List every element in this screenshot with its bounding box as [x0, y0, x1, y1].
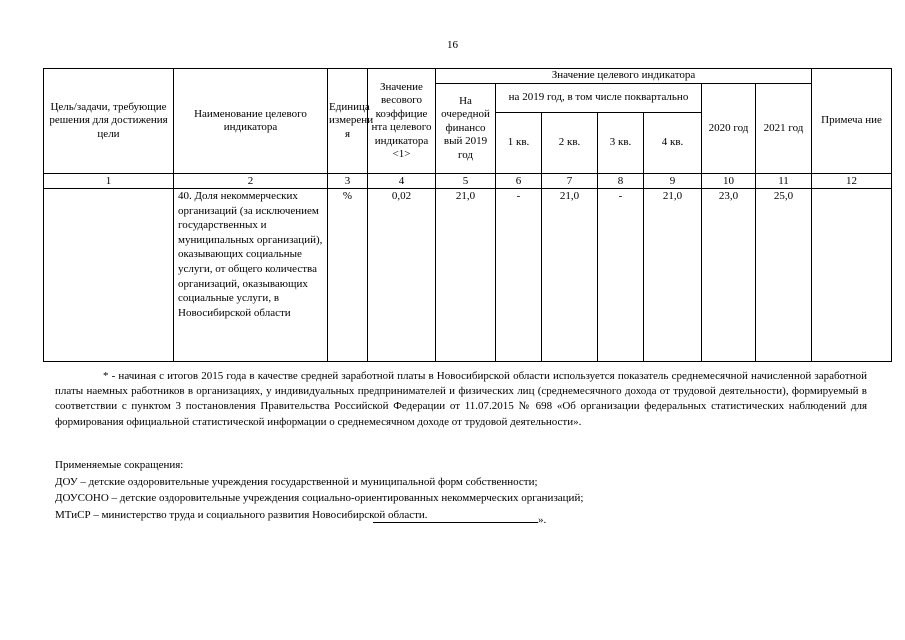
column-number: 5: [436, 174, 496, 189]
column-numbers-row: [44, 174, 892, 189]
column-number: 3: [328, 174, 368, 189]
cell-q2: 21,0: [542, 189, 598, 362]
column-number: 4: [368, 174, 436, 189]
cell-q1: -: [496, 189, 542, 362]
column-number: 12: [812, 174, 892, 189]
cell-unit: %: [328, 189, 368, 362]
abbreviations-title: Применяемые сокращения:: [55, 459, 184, 471]
header-q3: 3 кв.: [598, 113, 644, 174]
cell-2020: 23,0: [702, 189, 756, 362]
abbreviation-item: ДОУ – детские оздоровительные учреждения государственной и муниципальной форм собственности;: [55, 475, 538, 488]
column-number: 6: [496, 174, 542, 189]
column-number: 7: [542, 174, 598, 189]
footnote: * - начиная с итогов 2015 года в качестве средней заработной платы в Новосибирской области используется показатель среднемесячной начисленной заработной платы наемных работников в организациях, у индивидуальных предпринимателей и физических лиц (среднемесячного дохода от трудовой деятельности), формируемый в соответствии с пунктом 3 постановления Правительства Российской Федерации от 11.07.2015 № 698 «Об организации федеральных статистических наблюдений для формирования официальной статистической информации о среднемесячном доходе от трудовой деятельности».: [55, 370, 867, 428]
header-quarterly: на 2019 год, в том числе поквартально: [496, 84, 702, 113]
cell-q3: -: [598, 189, 644, 362]
column-number: 2: [174, 174, 328, 189]
header-q4: 4 кв.: [644, 113, 702, 174]
abbreviation-item: ДОУСОНО – детские оздоровительные учреждения социально-ориентированных некоммерческих организаций;: [55, 492, 584, 505]
cell-note: [812, 189, 892, 362]
column-number: 11: [756, 174, 812, 189]
cell-next-fin-year: 21,0: [436, 189, 496, 362]
closing-quote: ».: [538, 514, 547, 526]
cell-indicator-name: 40. Доля некоммерческих организаций (за исключением государственных и муниципальных организаций), оказывающих социальные услуги, от общего количества организаций, оказывающих социальные услуги, в Новосибирской области: [174, 189, 328, 362]
header-goal: Цель/задачи, требующие решения для достижения цели: [44, 69, 174, 174]
closing-line: [373, 513, 546, 526]
header-2020: 2020 год: [702, 84, 756, 174]
cell-weight: 0,02: [368, 189, 436, 362]
target-indicators-table: [43, 68, 892, 362]
column-number: 10: [702, 174, 756, 189]
column-number: 1: [44, 174, 174, 189]
header-weight: Значение весового коэффицие нта целевого индикатора <1>: [368, 69, 436, 174]
table-row: [44, 189, 892, 362]
header-q2: 2 кв.: [542, 113, 598, 174]
abbreviation-item: МТиСР – министерство труда и социального развития Новосибирской области.: [55, 508, 428, 521]
header-target-value: Значение целевого индикатора: [436, 69, 812, 84]
closing-rule: [373, 513, 538, 523]
cell-2021: 25,0: [756, 189, 812, 362]
page-number: 16: [447, 39, 458, 51]
header-2021: 2021 год: [756, 84, 812, 174]
header-indicator-name: Наименование целевого индикатора: [174, 69, 328, 174]
header-note: Примеча ние: [812, 69, 892, 174]
header-q1: 1 кв.: [496, 113, 542, 174]
cell-goal: [44, 189, 174, 362]
column-number: 9: [644, 174, 702, 189]
cell-q4: 21,0: [644, 189, 702, 362]
header-unit: Единица измерени я: [328, 69, 368, 174]
column-number: 8: [598, 174, 644, 189]
header-next-fin-year: На очередной финансо вый 2019 год: [436, 84, 496, 174]
